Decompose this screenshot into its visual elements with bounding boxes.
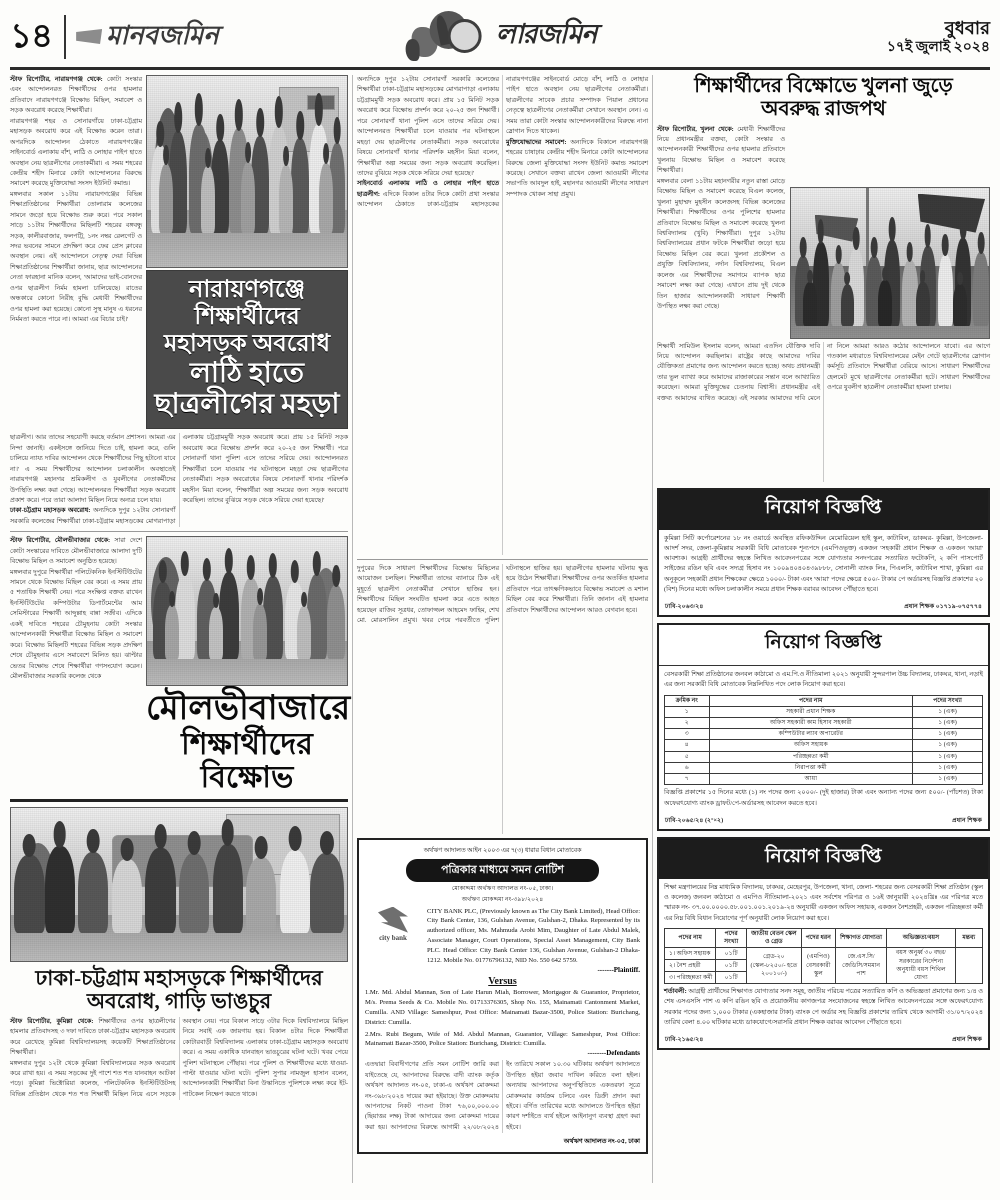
cell-serial: ৭	[665, 774, 710, 785]
paper-name: মানবজমিন	[106, 20, 219, 50]
dhaka-ctg-byline: স্টাফ রিপোর্টার, কুমিল্লা থেকে:	[10, 1017, 94, 1025]
ad-recruitment-2-intro: বেসরকারী শিক্ষা প্রতিষ্ঠানের জনবল কাঠামো ও এম.পি.ও নীতিমালা ২০২১ অনুযায়ী সুন্দরপাল উচ্চ বিদ্যালয়, ঢাকঘর, থানা, নড়াই এর জন্য সরকারী বিধি মোতাবেক নিম্নলিখিত পদে লোক নিয়োগ করা হবে।	[664, 671, 983, 689]
narayanganj-headline-line2: লাঠি হাতে ছাত্রলীগের মহড়া	[154, 357, 340, 420]
table-row	[665, 740, 983, 751]
column-rule	[652, 75, 653, 1183]
th-experience: অভিজ্ঞতা/বয়স	[887, 928, 955, 947]
th-post-name: পদের নাম	[709, 695, 913, 706]
cell-serial: ৩	[665, 729, 710, 740]
cell-count: ১ (এক)	[913, 729, 983, 740]
logo-artwork-icon	[404, 9, 494, 65]
moulvibazar-right-col: দুপুরের দিকে সাধারণ শিক্ষার্থীদের বিক্ষোভ মিছিলের আয়োজন চলছিল। শিক্ষার্থীরা তাদের ব্যানারে ঠিক এই মুহূর্তে ছাত্রলীগ নেতাকর্মীরা সেখানে হাজির হন। শিক্ষার্থীদের মিছিল সংঘটিত হামলা করে এতে আহত হয়েছেন রাজিব সূত্রধর, তোফাজ্জল আহমেদ ফাহিম, শেখ মো. মোরসালিন প্রমুখ। খবর পেয়ে পরবর্তীতে পুলিশ ঘটনাস্থলে হাজির হয়। ছাত্রলীগের হামলার ঘটনায় ক্ষুব্ধ হয়ে উঠেন শিক্ষার্থীরা। শিক্ষার্থীদের ওপর অতর্কিত হামলার প্রতিবাদে পরে তাৎক্ষণিকভাবে বিক্ষোভ সমাবেশ ও মশাল মিছিল বের করে শিক্ষার্থীরা। তিনি জানান এই হামলার প্রতিবাদে শিক্ষার্থীদের আন্দোলন আরও বেগবান হবে।	[356, 565, 649, 625]
story-dhaka-ctg	[10, 807, 348, 1101]
narayanganj-meeting-block	[506, 138, 648, 201]
legal-case-line-1: মোকাদ্দমা অর্থঋণ আদালত নং-০৫, ঢাকা।	[451, 885, 554, 892]
ad-recruitment-2-title: নিয়োগ বিজ্ঞপ্তি	[659, 625, 988, 666]
khulna-photo	[790, 187, 990, 339]
dhaka-ctg-headline-line2: অবরোধ, গাড়ি ভাঙচুর	[86, 988, 272, 1013]
narayanganj-para-2: মঙ্গলবার সকাল ১১টায় নারায়ণগঞ্জের বিভিন্ন শিক্ষাপ্রতিষ্ঠানের শিক্ষার্থীরা তোলারাম কলেজের সামনে জড়ো হয়ে বিক্ষোভ শুরু করে। পরে সকাল সাড়ে ১১টায় শিক্ষার্থীদের মিছিলটি শহরের বঙ্গবন্ধু সড়ক, কালীরবাজার, ফলপট্টি, ১নং নম্বর রেলগেট ও সদর ভবনের সামনে প্রদক্ষিণ করে ফের প্রেস ক্লাবের অবস্থান নেয়। এই আন্দোলনে নেতৃত্ব দেয়া বিভিন্ন শিক্ষাপ্রতিষ্ঠানের শিক্ষার্থীরা জানায়, ছাত্র আন্দোলনের নেতা ফারহানা মানিক বলেন, 'আমাদের ভাই-বোনদের ওপর ছাত্রলীগ নির্মম হামলা চালিয়েছে। রাতের অন্ধকারে কোনো নিরীহ বুদ্ধি মেধাবী শিক্ষার্থীদের ওপর হামলা করা হয়েছে। কোনো সুস্থ মানুষ এ ধরনের নির্মমতা করতে পারে না। আমরা এর বিচার চাই।'	[10, 190, 142, 324]
narayanganj-lead: কোটা সংস্কার এবং আন্দোলনরত শিক্ষার্থীদের ওপর হামলার প্রতিবাদে নারায়ণগঞ্জে বিক্ষোভ মিছিল, সমাবেশ ও সড়ক অবরোধ করেছে শিক্ষার্থীরা।	[10, 76, 142, 115]
khulna-para-2: শিক্ষার্থী সামিউল ইসলাম বলেন, আমরা এতদিন যৌক্তিক দাবি নিয়ে আন্দোলন করছিলাম। রাষ্ট্রের কাছে আমাদের দাবির যৌক্তিকতা প্রমাণের জন্য আন্দোলন করতে হচ্ছে। অথচ প্রধানমন্ত্রী তার ভুল ব্যাখ্যা করে আমাদের রাজাকারের সন্তান বলে আখ্যায়িত করেছেন। আমরা মুক্তিযুদ্ধের চেতনায় বিশ্বাসী। প্রধানমন্ত্রীর এই বক্তব্য আমাদের ব্যথিত করেছে। এই সরকার আমাদের দাবি মেনে না নিলে আমরা আরও কঠোর আন্দোলনে যাবো। এর আগে গতকাল মধ্যরাতে বিশ্ববিদ্যালয়ের মেইন গেটে ছাত্রলীগের স্লোগান কর্মসূচি প্রতিবাদে শিক্ষার্থীরা বেরিয়ে আসে। সাধারণ শিক্ষার্থীদের হেলমেট মুখে ছাত্রলীগের নেতাকর্মীরা হটে। সাধারণ শিক্ষার্থীদের ওপরে যুবলীগ ছাত্রলীগ নেতাকর্মীরা হামলা চালায়।	[657, 342, 990, 402]
legal-defendant-2: 2.Mrs. Rubi Begum, Wife of Md. Abdul Mannan, Guarantor, Village: Sameshpur, Post Office: Mainamati Bazar-3500, Police Station: Burichang, District: Cumilla.	[364, 1030, 641, 1048]
th-pay-scale: জাতীয় বেতন স্কেল ও গ্রেড	[747, 928, 802, 947]
masthead-logo	[404, 9, 597, 65]
cell-count: ১ (এক)	[913, 774, 983, 785]
cell-count: ১ (এক)	[913, 751, 983, 762]
ad-recruitment-2-sign: প্রধান শিক্ষক	[952, 816, 982, 824]
narayanganj-headline	[146, 270, 348, 429]
th-qualification: শিক্ষাগত যোগ্যতা	[835, 928, 886, 947]
narayanganj-subhead-meeting: মুক্তিযোদ্ধাদের সমাবেশ:	[506, 138, 567, 146]
table-row	[665, 774, 983, 785]
legal-defendant-1: 1.Mr. Md. Abdul Mannan, Son of Late Harun Miah, Borrower, Mortgagor & Guarantor, Proprietor, M/s. Prema Seeds & Co. Mobile No. 01713376305, Shop No. 155, Mainamati Cantonment Market, Cumilla. AND Village: Sameshpur, Post Office: Mainamati Bazar-3500, Police Station: Burichang, District: Cumilla.	[364, 988, 641, 1026]
cell-post: পরিচ্ছন্নতা কর্মী	[709, 751, 913, 762]
moulvibazar-headline-line1: মৌলভীবাজারে	[146, 690, 351, 728]
legal-act-line: অর্থঋণ আদালত আইন ২০০৩ এর ৭(৩) ধারার বিধান মোতাবেক	[423, 847, 582, 854]
cell-serial: ১	[665, 706, 710, 717]
narayanganj-byline-lead	[10, 75, 142, 117]
khulna-headline-line1: শিক্ষার্থীদের বিক্ষোভে খুলনা জুড়ে	[694, 75, 953, 97]
cell-post: ৩। পরিচ্ছন্নতা কর্মী	[665, 972, 716, 984]
khulna-headline	[657, 75, 990, 121]
cell-count: ০১টি	[716, 960, 747, 972]
narayanganj-jump-dhaka: অন্যদিকে দুপুর ১২টায় সোনারগাঁ সরকারি কলেজের শিক্ষার্থীরা ঢাকা-চট্টগ্রাম মহাসড়কের মোগরাপাড়া এলাকায় চট্টগ্রামমুখী সড়ক অবরোধ করে। প্রায় ১৫ মিনিট সড়ক অবরোধ করে বিক্ষোভ প্রদর্শন করে ২০-২৫ জন শিক্ষার্থী। পরে সোনারগাঁ থানা পুলিশ এসে তাদের সরিয়ে দেয়। আন্দোলনরত শিক্ষার্থীরা চলে যাওয়ার পর ঘটনাস্থলে মহড়া দেয় ছাত্রলীগের নেতাকর্মীরা। সড়ক অবরোধের বিষয়ে সোনারগাঁ থানার পরিদর্শক মহসীন মিয়া বলেন, 'শিক্ষার্থীরা অল্প সময়ের জন্য সড়ক অবরোধ করেছিল। তাদের বুঝিয়ে সড়ক থেকে সরিয়ে দেয়া হয়েছে।'	[356, 76, 499, 177]
legal-versus: Versus	[488, 975, 517, 987]
moulvibazar-lead: সারা দেশে কোটা সংস্কারের দাবিতে মৌলভীবাজারে আলাদা দু'টি বিক্ষোভ মিছিল ও সমাবেশ অনুষ্ঠিত হয়েছে।	[10, 537, 142, 566]
cell-count: ১ (এক)	[913, 706, 983, 717]
legal-bn-text: এতদ্বারা বিবাদীগণের প্রতি সমন নোটিশ জারি করা যাইতেছে যে, আপনাদের বিরুদ্ধে বাদী ব্যাংক কর্তৃক অর্থঋণ আদালত নং-০৫, ঢাকা-এ অর্থঋণ মোকদ্দমা নং-৩৯৮/২০২৪ দায়ের করা হইয়াছে। উক্ত মোকদ্দমায় আপনাদের নিকট পাওনা টাকা ৭৬,০০,০০০.০০ (ছিয়াত্তর লক্ষ) টাকা আদায়ের জন্য মোকদ্দমা দায়ের করা হয়। আপনাদের বিরুদ্ধে আগামী ২২/০৮/২০২৪ ইং তারিখে সকাল ১০.৩০ ঘটিকায় অর্থঋণ আদালতে উপস্থিত হইয়া জবাব দাখিল করিতে বলা হইল। অন্যথায় আপনাদের অনুপস্থিতিতে একতরফা সূত্রে মোকদ্দমার কার্যক্রম চলিবে এবং ডিক্রী প্রদান করা হইবে। বর্ণিত তারিখের মধ্যে আদালতে উপস্থিত হইয়া কারণ দর্শাইতে ব্যর্থ হইলে আইনানুগ ব্যবস্থা গ্রহণ করা হইবে।	[364, 1061, 641, 1131]
cell-count: ০১টি	[716, 948, 747, 960]
narayanganj-signboard-text: এদিকে বিকাল ৪টার দিকে কোটা প্রথা সংস্কার আন্দোলন ঠেকাতে ঢাকা-চট্টগ্রাম মহাসড়কের নারায়ণগঞ্জের সাইনবোর্ড মোড়ে বাঁশ, লাঠি ও লোহার পাইপ হাতে অবস্থান নেয় ছাত্রলীগের নেতাকর্মীরা। ছাত্রলীগের সাবেক প্রচার সম্পাদক পিয়াল প্রধানের নেতৃত্বে ছাত্রলীগের নেতাকর্মীরা সেখানে অবস্থান নেন। এ সময় তারা কোটা সংস্কার আন্দোলনকারীদের বিরুদ্ধে নানা স্লোগান দিতে থাকেন।	[356, 76, 649, 209]
cell-experience: বয়স অনুর্ধ্ব ৩০ বছর/ সরকারের নির্দেশনা অনুযায়ী বয়স শিথিল যোগ্য	[887, 948, 955, 984]
ad-recruitment-3-table	[664, 928, 983, 984]
narayanganj-subhead-dhaka: ঢাকা-চট্টগ্রাম মহাসড়ক অবরোধ:	[10, 507, 91, 515]
dhaka-ctg-byline-lead	[10, 1017, 176, 1059]
cell-post: অফিস সহায়ক	[709, 740, 913, 751]
legal-plaintiff-label: -------Plaintiff.	[597, 965, 641, 974]
th-post-count: পদের সংখ্যা	[716, 928, 747, 947]
ad-recruitment-3	[657, 837, 990, 1050]
narayanganj-text-col	[10, 75, 142, 429]
column-right	[657, 75, 990, 1183]
cell-count: ০১টি	[716, 972, 747, 984]
city-bank-logo	[365, 907, 421, 942]
khulna-para-1: মঙ্গলবার বেলা ১১টায় মহানগরীর নতুন রাস্তা মোড়ে বিক্ষোভ মিছিল ও সমাবেশ করেছে বিএল কলেজ, খুলনা মুহাম্মদ মুহসীন কলেজসহ বিভিন্ন কলেজের শিক্ষার্থীরা। শিক্ষার্থীদের ওপর পুলিশের হামলার প্রতিবাদে বিক্ষোভ মিছিল ও সমাবেশ করেছে খুলনা বিশ্ববিদ্যালয় (খুবি) শিক্ষার্থীরা। দুপুর ১২টায় বিশ্ববিদ্যালয়ের প্রধান ফটকে শিক্ষার্থীরা জড়ো হয়ে বিক্ষোভ মিছিল বের করে। খুলনা প্রকৌশল ও প্রযুক্তি বিশ্ববিদ্যালয়, নর্দান বিশ্ববিদ্যালয়, বিএল কলেজ এর শিক্ষার্থীদের সমাগমে ব্যাপক ছাত্র সমাবেশ লক্ষ্য করা গেছে। এখানে প্রায় দুই থেকে তিন হাজার আন্দোলনকারী সাধারণ শিক্ষার্থী উপস্থিত লক্ষ্য করা গেছে।	[657, 177, 785, 311]
table-row	[665, 718, 983, 729]
legal-banner: পত্রিকার মাধ্যমে সমন নোটিশ	[406, 859, 599, 882]
ad-recruitment-3-note-block	[659, 987, 988, 1032]
ad-recruitment-1-ref: ঢাবি-২০৬৩/২৪	[665, 603, 704, 611]
moulvibazar-headline-line2: শিক্ষার্থীদের বিক্ষোভ	[181, 727, 313, 794]
column-rule	[352, 75, 353, 1183]
paper-name-block	[76, 15, 219, 59]
ad-recruitment-3-ref: ঢাবি-২১৬৫/২৪	[665, 1036, 704, 1044]
khulna-photo-col	[790, 125, 990, 339]
cell-serial: ৪	[665, 740, 710, 751]
th-post-count: পদের সংখ্যা	[913, 695, 983, 706]
ad-recruitment-2	[657, 623, 990, 831]
ad-recruitment-2-table	[664, 695, 983, 786]
ad-recruitment-1-title: নিয়োগ বিজ্ঞপ্তি	[659, 490, 988, 530]
th-serial: ক্রমিক নং	[665, 695, 710, 706]
narayanganj-photo	[146, 75, 348, 268]
cell-post: ১। অফিস সহায়ক	[665, 948, 716, 960]
table-row	[665, 706, 983, 717]
moulvibazar-byline-lead	[10, 536, 142, 567]
masthead-left	[10, 15, 219, 59]
legal-plaintiff-row	[365, 907, 640, 966]
cell-post: কম্পিউটার ল্যাব অপারেটর	[709, 729, 913, 740]
story-khulna	[657, 125, 990, 339]
narayanganj-caption-body: ছাত্রলীগ। আর তাদের সহযোগী করছে বর্তমান প্রশাসন। আমরা এর নিন্দা জানাই। একইসঙ্গে জানিয়ে দিতে চাই, হামলা করে, গুলি চালিয়ে ন্যায্য দাবির আন্দোলন থেকে শিক্ষার্থীদের পিছু হটানো যাবে না।' এ সময় শিক্ষার্থীদের আন্দোলন চলাকালীন অবস্থাতেই নারায়ণগঞ্জ মহানগর শ্রমিকলীগ ও যুবলীগের নেতাকর্মীদের উপস্থিতি লক্ষ্য করা গেছে। আন্দোলনরত শিক্ষার্থীরা সড়ক অবরোধ প্রকাশ করে। পরে তারা আলাদা মিছিল নিয়ে অন্যত্র চলে যায়।	[10, 434, 176, 504]
ad-recruitment-2-ref: ঢাবি-২০৬৫/২৪ (২°×২)	[665, 816, 724, 824]
narayanganj-byline: স্টাফ রিপোর্টার, নারায়ণগঞ্জ থেকে:	[10, 76, 103, 83]
cell-post: সহকারী প্রধান শিক্ষক	[709, 706, 913, 717]
column-left	[10, 75, 351, 1183]
narayanganj-dhaka-text: অন্যদিকে দুপুর ১২টায় সোনারগাঁ সরকারি কলেজের শিক্ষার্থীরা ঢাকা-চট্টগ্রাম মহাসড়কের মোগরাপাড়া এলাকায় চট্টগ্রামমুখী সড়ক অবরোধ করে। প্রায় ১৫ মিনিট সড়ক অবরোধ করে বিক্ষোভ প্রদর্শন করে ২০-২৫ জন শিক্ষার্থী। পরে সোনারগাঁ থানা পুলিশ এসে তাদের সরিয়ে দেয়। আন্দোলনরত শিক্ষার্থীরা চলে যাওয়ার পর ঘটনাস্থলে মহড়া দেয় ছাত্রলীগের নেতাকর্মীরা। সড়ক অবরোধের বিষয়ে সোনারগাঁ থানার পরিদর্শক মহসীন মিয়া বলেন, 'শিক্ষার্থীরা অল্প সময়ের জন্য সড়ক অবরোধ করেছিল। তাদের বুঝিয়ে সড়ক থেকে সরিয়ে দেয়া হয়েছে।'	[10, 434, 348, 525]
legal-defendant-label: --------Defendants	[587, 1049, 641, 1058]
cell-post-type: (এমপিও) বেসরকারী স্কুল	[801, 948, 835, 984]
moulvibazar-para-1: মঙ্গলবার দুপুরে শিক্ষার্থীরা পলিটেকনিক ইনস্টিটিউটের সামনে থেকে বিক্ষোভ মিছিল বের করে। এ সময় প্রায় ৫ শতাধিক শিক্ষার্থী নেয়। পরে সংক্ষিপ্ত বক্তব্য রাখেন ইনস্টিটিউটের কম্পিউটার ডিপার্টমেন্টের আম সেমিস্টারের শিক্ষার্থী আব্দুল্লাহ বান্না সজীব। এদিকে একই দাবিতে শহরের চৌমুহনায় কোটা সংস্কার আন্দোলনকারী শিক্ষার্থীরা বিক্ষোভ মিছিল ও সমাবেশ করে। বিক্ষোভ মিছিলটি শহরের বিভিন্ন সড়ক প্রদক্ষিণ শেষে চৌমুহনায় এসে সমাবেশে মিলিত হয়। ঝাপ্টার ভেতর বিক্ষোভ শেষে শিক্ষার্থীরা গণসংযোগ করেন। মৌলভীবাজার সরকারি কলেজ থেকে	[10, 568, 142, 680]
moulvibazar-photo	[146, 536, 348, 686]
ad-recruitment-2-note: বিজ্ঞপ্তি প্রকাশের ১৫ দিনের মধ্যে (১) নং পদের জন্য ২০০০/- (দুই হাজার) টাকা এবং অন্যান্য পদের জন্য ৫০০/- (পাঁচশত) টাকা অফেরৎযোগ্য ব্যাংক ড্রাফট/পে-অর্ডারসহ আবেদন করতে হবে।	[664, 789, 983, 807]
legal-bengali-body	[365, 1060, 640, 1133]
table-header-row	[665, 928, 983, 947]
cell-post: ২। নৈশ প্রহরী	[665, 960, 716, 972]
ad-recruitment-1-footer	[659, 599, 988, 615]
bank-name: city bank	[379, 933, 407, 942]
cell-post: নিরাপত্তা কর্মী	[709, 762, 913, 773]
legal-plaintiff-text: CITY BANK PLC, (Previously known as The City Bank Limited), Head Office: City Bank Center, 136, Gulshan Avenue, Gulshan-2, Dhaka. Represented by its authorized officer, Ms. Mahmuda Arobi Mim, Daughter of Late Abdul Malek, Associate Manager, Court Operations, Special Asset Management, City Bank PLC. Head Office: City Bank Center 136, Gulshan Avenue, Gulshan-2 Dhaka- 1212. Mobile No. 01776796132, NID No. 550 642 5759.	[426, 907, 641, 965]
legal-case-line-2: অর্থঋণ মোকদ্দমা নং-৩৯৮/২০২৪	[461, 896, 544, 904]
flag-icon	[76, 29, 102, 44]
th-remarks: মন্তব্য	[955, 928, 982, 947]
khulna-text-col	[657, 125, 785, 339]
dhaka-ctg-lead: শিক্ষার্থীদের ওপর ছাত্রলীগের হামলার প্রতিবাদসহ ৩ দফা দাবিতে ঢাকা-চট্টগ্রাম মহাসড়ক অবরোধ করে রেখেছে কুমিল্লা বিশ্ববিদ্যালয়সহ কয়েকটি শিক্ষাপ্রতিষ্ঠানের শিক্ষার্থীরা।	[10, 1017, 176, 1057]
narayanganj-continuation	[10, 433, 348, 527]
story-moulvibazar	[10, 536, 351, 794]
ad-recruitment-3-intro: শিক্ষা মন্ত্রণালয়ের নিম্ন মাধ্যমিক বিদ্যালয়, ঢাকঘর, মেহেরপুর, উপজেলা, থানা, জেলা- শহরের জন্য বেসরকারী শিক্ষা প্রতিষ্ঠান (স্কুল ও কলেজ) জনবল কাঠামো ও এমপিও নীতিমালা-২০২১ এবং সর্বশেষ পরিপত্র ও ১৬ই জানুয়ারী ২০২৪খ্রিঃ এর পরিপত্র মতে স্মারক নং- ৩৭.০০.০০০০.৫৮.০০১.০০১.২০১৯-২৪ অনুযায়ী একজন অফিস সহায়ক, একজন নৈশপ্রহরী, একজন পরিচ্ছন্নতা কর্মী এর নিম্ন বিধি বিধান নিয়োগের পূর্ণ অনুযায়ী লোক নিয়োগ করা হবে।	[664, 883, 983, 922]
ad-legal-notice	[357, 838, 648, 1154]
ad-recruitment-3-note-title: শর্তাবলী:	[664, 988, 687, 996]
bank-mark-icon	[378, 907, 408, 933]
dhaka-ctg-text: মঙ্গলবার দুপুর ১২টা থেকে কুমিল্লা বিশ্ববিদ্যালয়ের সড়ক অবরোধ করে রাখা হয়। এ সময় সড়কের দুই পাশে শত শত যানবাহন আটকা পড়ে। কুমিল্লা ভিক্টোরিয়া কলেজ, পলিটেকনিক ইনস্টিটিউটসহ বিভিন্ন প্রতিষ্ঠান থেকে শত শত শিক্ষার্থী মিছিল নিয়ে এসে সড়কে অবস্থান নেয়। পরে বিকাল সাড়ে ৩টার দিকে বিশ্ববিদ্যালয়ে মিছিল নিয়ে সবাই এক জায়গায় হয়। বিকাল ৪টার দিকে শিক্ষার্থীরা কোটারবাড়ী বিশ্ববিদ্যালয় এলাকায় ঢাকা-চট্টগ্রাম মহাসড়ক অবরোধ করে। এ সময় একাধিক যানবাহন ভাঙচুরের ঘটনা ঘটে। খবর পেয়ে পুলিশ ঘটনাস্থলে পৌঁছায়। পরে পুলিশ ও শিক্ষার্থীদের মধ্যে ধাওয়া-পাল্টা ধাওয়ার ঘটনা ঘটে। পুলিশ সুপার নামজুল হাসান বলেন, আন্দোলনকারী শিক্ষার্থীরা বিনা উস্কানিতে পুলিশকে লক্ষ্য করে ইট-পাটকেল নিক্ষেপ করতে থাকে।	[10, 1017, 348, 1098]
khulna-headline-line2: অবরুদ্ধ রাজপথ	[761, 97, 886, 120]
ad-recruitment-2-footer	[659, 813, 988, 829]
table-row	[665, 751, 983, 762]
ad-recruitment-3-title: নিয়োগ বিজ্ঞপ্তি	[659, 839, 988, 879]
divider	[357, 559, 648, 560]
dhaka-ctg-headline	[10, 967, 348, 1013]
publication-date: ১৭ই জুলাই ২০২৪	[886, 40, 990, 55]
cell-count: ১ (এক)	[913, 718, 983, 729]
moulvibazar-photo-col	[146, 536, 351, 794]
moulvibazar-text-col	[10, 536, 142, 793]
logo-wordmark: লারজমিন	[495, 19, 597, 49]
narayanganj-para-1: নারায়ণগঞ্জ শহর ও সোনারগাঁয়ে ঢাকা-চট্টগ্রাম মহাসড়ক অবরোধ করে এই বিক্ষোভ করেন তারা। অপরদিকে আন্দোলন ঠেকাতে নারায়ণগঞ্জের সাইনবোর্ড এলাকায় বাঁশ, লাঠি ও লোহার পাইপ হাতে অবস্থান নেয় ছাত্রলীগের নেতাকর্মীরা। এ সময় শহরের কেন্দ্রীয় শহীদ মিনারে কোটা আন্দোলনের বিরুদ্ধে সমাবেশ করেছে মুক্তিযোদ্ধা সংসদ ইউনিট কমান্ড।	[10, 117, 142, 188]
khulna-byline-lead	[657, 125, 785, 177]
masthead	[10, 8, 990, 70]
narayanganj-meeting-text: অন্যদিকে বিকালে নারায়ণগঞ্জ শহরের চাষাঢ়ায় কেন্দ্রীয় শহীদ মিনারে কোটা আন্দোলনের বিরুদ্ধে জেলা মুক্তিযোদ্ধা সংসদ ইউনিট কমান্ড সমাবেশ করেছে। সেখানে বক্তব্য রাখেন জেলা আওয়ামী লীগের সভাপতি আবদুল হাই, মহানগর আওয়ামী লীগের সাধারণ সম্পাদক খোকন সাহা প্রমুখ।	[506, 138, 649, 198]
page-number: ১৪	[10, 15, 66, 59]
dhaka-ctg-photo	[10, 807, 348, 962]
cell-serial: ৫	[665, 751, 710, 762]
ad-recruitment-2-tbody	[665, 706, 983, 785]
cell-serial: ৬	[665, 762, 710, 773]
narayanganj-jump-text	[357, 75, 648, 555]
cell-serial: ২	[665, 718, 710, 729]
ad-recruitment-1	[657, 488, 990, 618]
cell-count: ১ (এক)	[913, 762, 983, 773]
ad-recruitment-1-body: কুমিল্লা সিটি কর্পোরেশনের ১৮ নং ওয়ার্ডে অবস্থিত রফিকউদ্দিন মেমোরিয়েল হাই স্কুল, কাটাবিল, ডাকঘর- কুমিল্লা, উপজেলা- আদর্শ সদর, জেলা-কুমিল্লায় সরকারী বিধি মোতাবেক শূন্যপদে (এমপিওভূক্ত) একজন 'সহকারী প্রধান শিক্ষক' ও একজন 'আয়া' আবশ্যক। আগ্রহী প্রার্থীদের স্বহস্তে লিখিত আবেদনপত্রের সঙ্গে যোগ্যতার সনদপত্রের সত্যায়িত ফটোকপি, ২ কপি পাসপোর্ট সাইজের রঙিন ছবি এবং সদ্যগ্র হিসাব নং ১০০৯৪০৪০৪৩৯৮৮৮, সোনালী ব্যাংক লিঃ, পিএলসি, কাটাবিল শাখা, কুমিল্লা এর অনুকূলে 'সহকারী প্রধান শিক্ষকের' ক্ষেত্রে ১০০০/- টাকা এবং 'আয়া' পদের ক্ষেত্রে ৫০০/- টাকার পে অর্ডারসহ বিজ্ঞপ্তি প্রকাশের ২০ (বিশ) দিনের মধ্যে অফিস চলাকালীন সময়ে প্রধান শিক্ষক বরাবর আবেদন পৌঁছাতে হবে।	[664, 534, 983, 593]
divider	[10, 531, 348, 532]
cell-pay-scale: গ্রেড-২০ (স্কেল-৮২৫০/- হতে ২০০১০/-)	[747, 948, 802, 984]
narayanganj-subhead-signboard: সাইনবোর্ড এলাকায় লাঠি ও লোহার পাইপ হাতে ছাত্রলীগ:	[356, 180, 499, 198]
cell-remarks	[955, 948, 982, 984]
table-row	[665, 729, 983, 740]
khulna-byline: স্টাফ রিপোর্টার, খুলনা থেকে:	[657, 125, 734, 133]
th-post-type: পদের ধরন	[801, 928, 835, 947]
legal-signature: অর্থঋণ আদালত নং-০৫, ঢাকা	[563, 1138, 641, 1146]
table-row	[665, 762, 983, 773]
story-narayanganj	[10, 75, 348, 429]
divider	[10, 799, 348, 802]
cell-post: অফিস সহকারী কাম হিসাব সহকারী	[709, 718, 913, 729]
masthead-date-block	[887, 17, 990, 57]
ad-recruitment-1-contact: প্রধান শিক্ষক ০১৭১৯-০৭৫৭৭৪	[904, 603, 982, 611]
moulvibazar-jump-text	[357, 564, 648, 834]
table-row	[665, 948, 983, 960]
moulvibazar-headline	[146, 690, 351, 794]
cell-count: ১ (এক)	[913, 740, 983, 751]
ad-recruitment-3-sign: প্রধান শিক্ষক	[952, 1036, 982, 1044]
ad-recruitment-3-tbody	[665, 948, 983, 984]
publication-day: বুধবার	[944, 17, 990, 38]
ad-recruitment-3-note: আগ্রহী প্রার্থীদের শিক্ষাগত যোগ্যতার সনদ সমূহ, জাতীয় পরিচয় পত্রের সত্যায়িত কপি ও অভিজ্ঞতা প্রমাণের জন্য ১/৪ ও শেষ এসএসসি পাশ এ কপি রঙিন ছবি ও প্রয়োজনীয় কাগজপত্র সংযোজনের স্বহস্তে লিখিত আবেদনপত্রের সঙ্গে অফেরৎযোগ্য সরকার পদের জন্য ১,০০০ টাকার (একহাজার টাকা) ব্যাংক পে অর্ডার সহ বিজ্ঞপ্তি প্রকাশের তারিখ থেকে আগামী ৩১/০৭/২০২৪ তারিখ বেলা ৪.০০ ঘটিকার মধ্যে ডাকযোগে/সরাসরি প্রধান শিক্ষক বরাবর আবেদন পৌঁছাতে হবে।	[664, 988, 984, 1026]
column-middle	[357, 75, 648, 1183]
th-post-name: পদের নাম	[665, 928, 716, 947]
page-body	[10, 75, 990, 1183]
cell-qualification: জে.এস.সি/ জেডিসি/সমমান পাশ	[835, 948, 886, 984]
dhaka-ctg-headline-line1: ঢাকা-চট্টগ্রাম মহাসড়কে শিক্ষার্থীদের	[35, 965, 323, 990]
ad-recruitment-3-footer	[659, 1032, 988, 1048]
table-header-row	[665, 695, 983, 706]
narayanganj-photo-col	[146, 75, 348, 429]
moulvibazar-byline: স্টাফ রিপোর্টার, মৌলভীবাজার থেকে:	[10, 537, 111, 545]
khulna-lead: মেধাবী শিক্ষার্থীদের নিয়ে প্রধানমন্ত্রীর বক্তব্য, কোটা সংস্কার ও আন্দোলনকারী শিক্ষার্থীদের ওপর হামলার প্রতিবাদে খুলনায় বিক্ষোভ মিছিল ও সমাবেশ করেছে শিক্ষার্থীরা।	[657, 125, 785, 175]
narayanganj-headline-line1: নারায়ণগঞ্জে শিক্ষার্থীদের মহাসড়ক অবরোধ	[163, 277, 331, 357]
cell-post: আয়া	[709, 774, 913, 785]
dhaka-ctg-body	[10, 1017, 348, 1101]
